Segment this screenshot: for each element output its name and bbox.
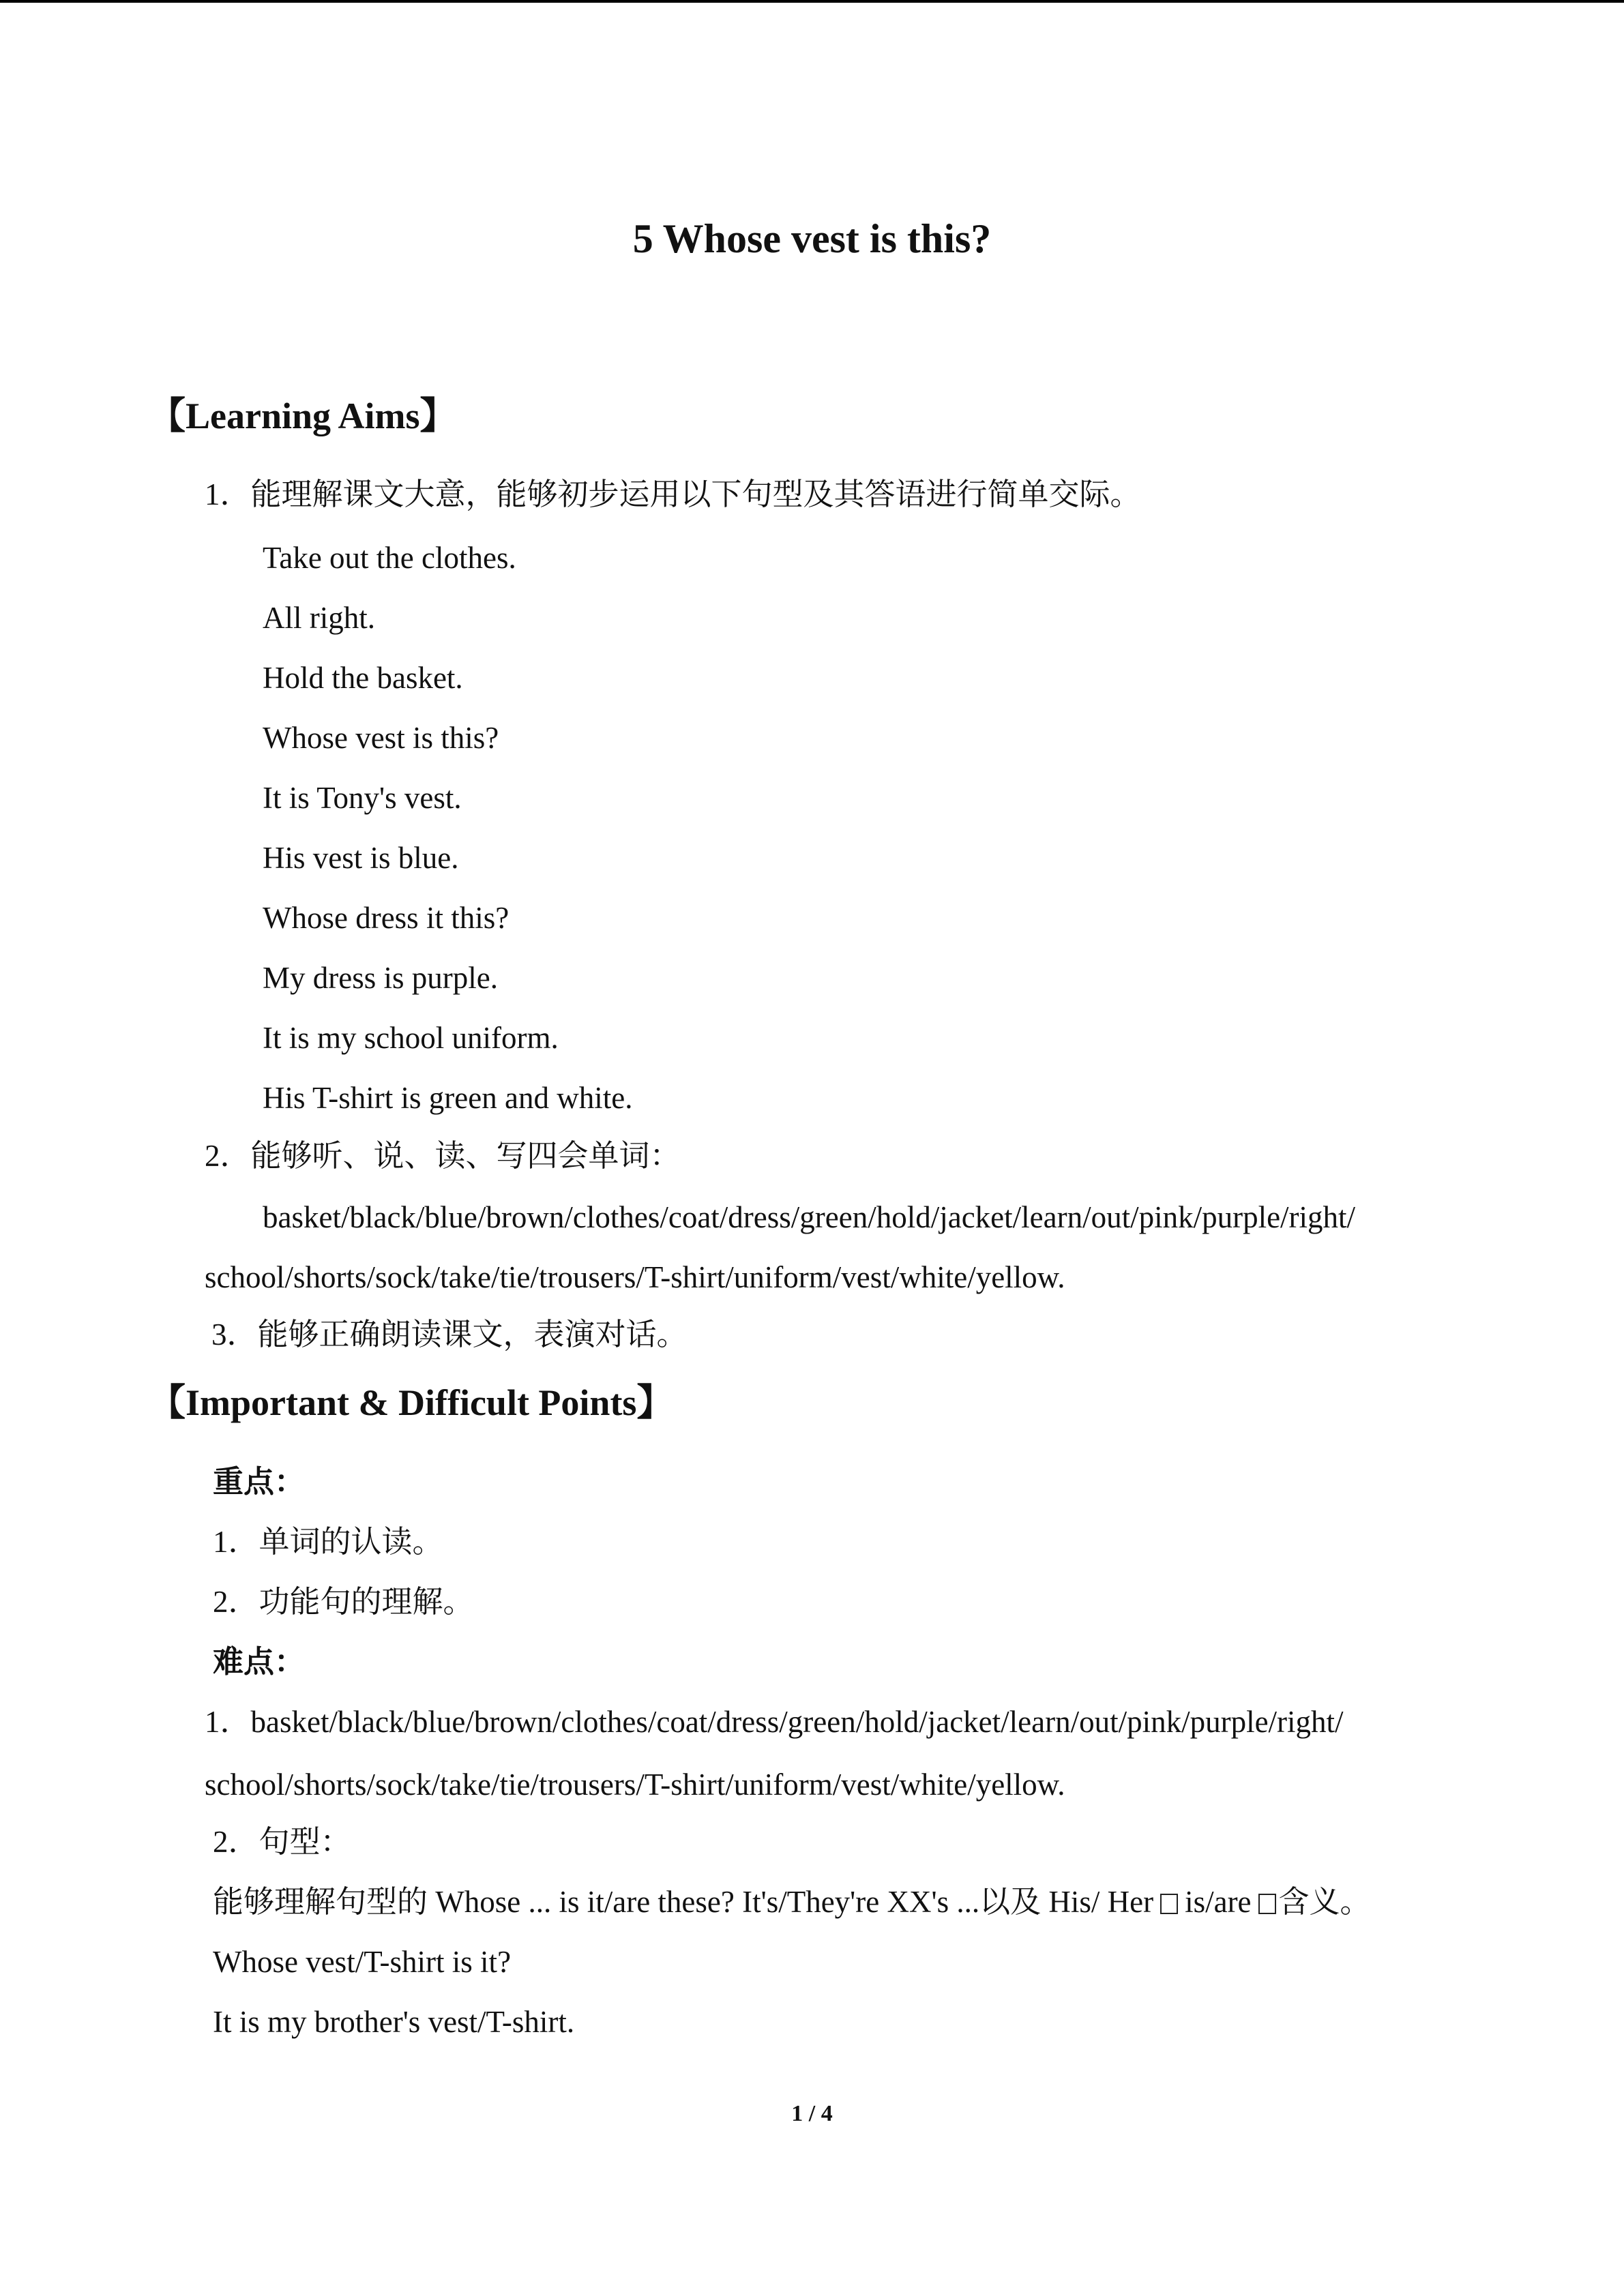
sentence-2: All right.	[263, 601, 375, 635]
example-answer: It is my brother's vest/T-shirt.	[213, 2005, 575, 2039]
points-heading: 【Important & Difficult Points】	[149, 1382, 674, 1423]
key-point-2: 2．功能句的理解。	[213, 1585, 474, 1619]
top-border	[0, 0, 1624, 3]
difficult-points-label: 难点：	[213, 1645, 306, 1679]
sentence-6: His vest is blue.	[263, 841, 459, 875]
sentence-8: My dress is purple.	[263, 961, 498, 995]
blank-box-icon	[1258, 1894, 1276, 1914]
page-title: 5 Whose vest is this?	[632, 216, 992, 261]
aim-1: 1．能理解课文大意，能够初步运用以下句型及其答语进行简单交际。	[205, 477, 1141, 511]
sentence-10: His T-shirt is green and white.	[263, 1081, 633, 1115]
pattern-text-3: 含义。	[1278, 1885, 1371, 1919]
sentence-3: Hold the basket.	[263, 661, 463, 695]
key-point-1: 1．单词的认读。	[213, 1525, 443, 1559]
sentence-1: Take out the clothes.	[263, 541, 516, 575]
example-question: Whose vest/T-shirt is it?	[213, 1945, 512, 1979]
sentence-4: Whose vest is this?	[263, 721, 499, 755]
words-line-2: school/shorts/sock/take/tie/trousers/T-shirt/uniform/vest/white/yellow.	[205, 1260, 1065, 1294]
key-points-label: 重点：	[213, 1465, 306, 1499]
blank-box-icon	[1160, 1894, 1178, 1914]
pattern-text-1: 能够理解句型的 Whose ... is it/are these? It's/They're XX's ...以及 His/ Her	[213, 1885, 1154, 1919]
difficult-point-1-line-1: 1．basket/black/blue/brown/clothes/coat/dress/green/hold/jacket/learn/out/pink/purple/right/	[205, 1705, 1344, 1739]
sentence-5: It is Tony's vest.	[263, 781, 462, 815]
pattern-line	[213, 1881, 1371, 1922]
sentence-9: It is my school uniform.	[263, 1021, 559, 1055]
aim-3: 3．能够正确朗读课文，表演对话。	[211, 1317, 688, 1352]
sentence-7: Whose dress it this?	[263, 901, 510, 935]
aim-2: 2．能够听、说、读、写四会单词：	[205, 1139, 681, 1173]
difficult-point-1-line-2: school/shorts/sock/take/tie/trousers/T-shirt/uniform/vest/white/yellow.	[205, 1768, 1065, 1802]
page-number: 1 / 4	[791, 2101, 833, 2126]
pattern-text-2: is/are	[1185, 1885, 1252, 1919]
learning-aims-heading: 【Learning Aims】	[149, 396, 457, 436]
difficult-point-2: 2．句型：	[213, 1825, 351, 1859]
words-line-1: basket/black/blue/brown/clothes/coat/dress/green/hold/jacket/learn/out/pink/purple/right/	[263, 1200, 1356, 1234]
